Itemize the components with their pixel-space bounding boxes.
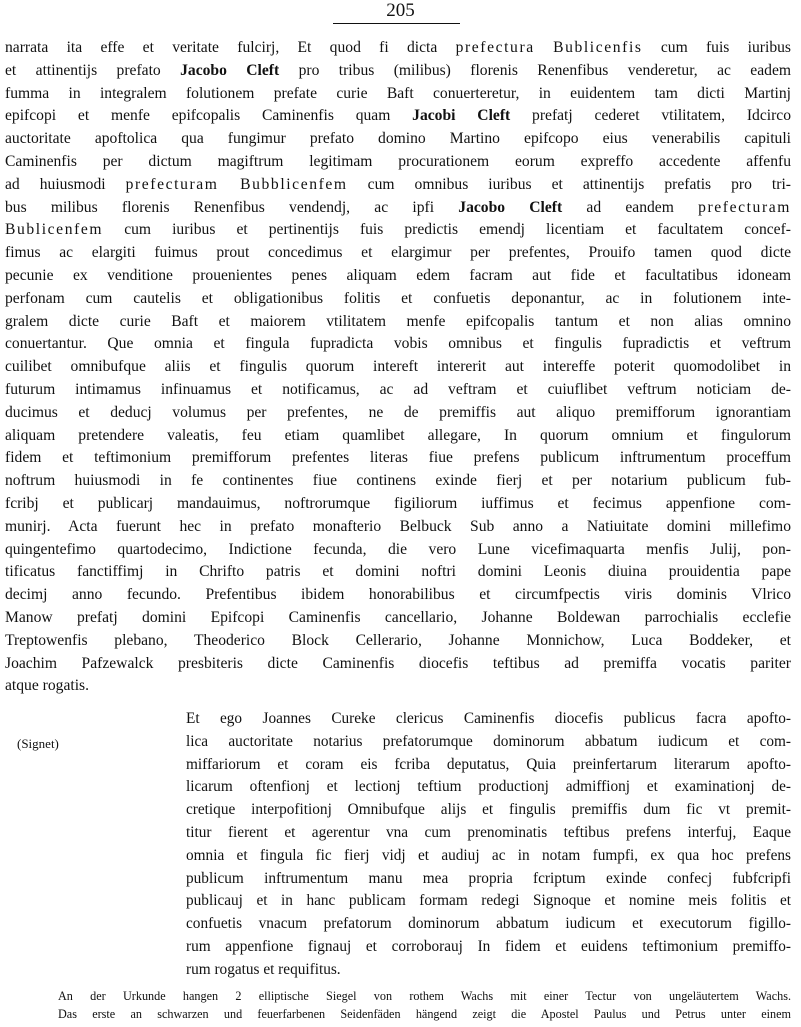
text-run: conuertantur. Que omnia et fingula fupradicta vobis omnibus et fingulis fupradictis et veftrum (5, 335, 791, 353)
attestation-line (186, 913, 791, 936)
text-run: bus milibus florenis Renenfibus vendendj, ac ipfi (5, 198, 459, 216)
text-line (5, 151, 791, 174)
text-line (5, 197, 791, 220)
text-run: decimj anno fecundo. Prefentibus ibidem honorabilibus et circumfpectis viris dominis Vlrico (5, 586, 791, 604)
text-line (5, 675, 791, 698)
text-run: prefatj cederet vtilitatem, Idcirco (510, 107, 791, 125)
text-run: cuilibet omnibufque aliis et fingulis quorum intereft intererit aut intereffe poterit quomodolibet in (5, 358, 791, 376)
text-run: noftrum huiusmodi in fe continentes fiue continens exinde fierj et per notarium publicum fub- (5, 472, 791, 490)
text-run: rum rogatus et requifitus. (186, 960, 341, 978)
text-run: publicum inftrumentum manu mea propria fcriptum exinde confecj fubfcripfi (186, 869, 791, 887)
attestation-line (186, 731, 791, 754)
text-run: quingentefimo quartodecimo, Indictione fecunda, die vero Lune vicefimaquarta menfis Julij, pon- (5, 540, 791, 558)
text-line (5, 311, 791, 334)
text-run: aliquam pretendere valeatis, feu etiam quamlibet allegare, In quorum omnium et fingulorum (5, 426, 791, 444)
signet-label: (Signet) (17, 736, 59, 751)
footnote-line: Das erste an schwarzen und feuerfarbenen Seidenfäden hängend zeigt die Apostel Paulus und Petrus unter einem (58, 1007, 791, 1021)
attestation-line (186, 822, 791, 845)
text-run: auctoritate apoftolica qua fungimur prefato domino Martino epifcopo eius venerabilis capituli (5, 130, 791, 148)
text-run: lica auctoritate notarius prefatorumque dominorum abbatum iudicum et com- (186, 732, 791, 750)
text-line (5, 174, 791, 197)
spaced-term: Bublicenfem (5, 221, 104, 239)
text-line (5, 379, 791, 402)
text-line (5, 242, 791, 265)
text-run: futurum intimamus infinuamus et notificamus, ac ad veftram et cuiuflibet veftrum noticiam de- (5, 380, 791, 398)
spaced-term: prefecturam Bubblicenfem (125, 175, 348, 193)
text-run: Manow prefatj domini Epifcopi Caminenfis cancellario, Johanne Boldewan parrochialis ecclefie (5, 608, 791, 626)
bold-name: Jacobo Cleft (458, 198, 563, 216)
text-run: titur fierent et agerentur vna cum prenominatis teftibus prefens interfuj, Eaque (186, 823, 791, 841)
text-run: narrata ita effe et veritate fulcirj, Et quod fi dicta (5, 39, 456, 56)
attestation-line (186, 868, 791, 891)
text-run: cum omnibus iuribus et attinentijs prefatis pro tri- (347, 175, 791, 193)
attestation-line (186, 754, 791, 777)
text-run: rum appenfione fignauj et corroborauj In fidem et euidens teftimonium premiffo- (186, 937, 791, 955)
text-run: fidem et teftimonium premifforum prefentes literas fiue prefens publicum inftrumentum proceffum (5, 449, 791, 467)
text-line (5, 333, 791, 356)
text-run: cretique interpofitionj Omnibufque alijs et fingulis premiffis dum fic vt premit- (186, 801, 791, 819)
text-run: cum fuis iuribus (642, 39, 791, 56)
text-run: confuetis vnacum prefatorum dominorum abbatum iudicum et executorum figillo- (186, 915, 791, 933)
text-line (5, 470, 791, 493)
text-run: licarum oftenfionj et lectionj teftium productionj admiffionj et examinationj de- (186, 778, 791, 796)
text-line (5, 447, 791, 470)
text-line (5, 105, 791, 128)
text-run: perfonam cum cautelis et obligationibus folitis et confuetis deponantur, ac in folutionem inte- (5, 289, 791, 307)
text-run: miffariorum et coram eis fcriba deputatus, Quia preinfertarum literarum apofto- (186, 755, 791, 773)
text-run: fimus ac elargiti fuimus prout concedimus et elargimur per prefentes, Prouifo tamen quod dicte (5, 244, 791, 262)
attestation-line (186, 708, 791, 731)
notary-attestation-paragraph (186, 708, 791, 982)
text-run: pro tribus (milibus) florenis Renenfibus venderetur, ac eadem (279, 61, 791, 79)
attestation-line (186, 799, 791, 822)
header-rule (333, 23, 460, 24)
text-run: epifcopi et menfe epifcopalis Caminenfis quam (5, 107, 413, 125)
text-line (5, 219, 791, 242)
spaced-term: Bublicenfis (553, 39, 643, 56)
text-line (5, 288, 791, 311)
text-run: omnia et fingula fic fierj vidj et audiuj ac in notam fumpfi, ex qua hoc prefens (186, 846, 791, 864)
text-run: et attinentijs prefato (5, 61, 181, 79)
footnote (58, 987, 791, 1023)
text-line (5, 60, 791, 83)
bold-name: Jacobi Cleft (412, 107, 511, 125)
text-line (5, 425, 791, 448)
text-line (5, 630, 791, 653)
text-line (5, 493, 791, 516)
attestation-line (186, 959, 791, 982)
text-line (5, 561, 791, 584)
text-line (5, 265, 791, 288)
text-run: ad huiusmodi (5, 175, 126, 193)
attestation-line (186, 845, 791, 868)
text-line (5, 128, 791, 151)
text-line (5, 402, 791, 425)
text-run: ad eandem (562, 198, 699, 216)
text-run: publicauj et in hanc publicam formam redegi Signoque et nomine meis folitis et (186, 892, 791, 910)
page-number: 205 (386, 0, 415, 21)
main-paragraph (5, 37, 791, 698)
text-line (5, 653, 791, 676)
text-line (5, 37, 791, 60)
text-run: ducimus et deducj volumus per prefentes, ne de premiffis aut aliquo premifforum ignorantiam (5, 403, 791, 421)
bold-name: Jacobo Cleft (180, 61, 280, 79)
text-line (5, 607, 791, 630)
text-line (5, 584, 791, 607)
spaced-term: prefecturam (698, 198, 791, 216)
spaced-term: prefectura (455, 39, 535, 56)
text-run: fcribj et publicarj mandauimus, noftrorumque figiliorum iuffimus et fecimus appenfione com- (5, 494, 791, 512)
text-run: munirj. Acta fuerunt hec in prefato monafterio Belbuck Sub anno a Natiuitate domini millefimo (5, 517, 791, 535)
text-run: pecunie ex venditione prouenientes penes aliquam edem facram aut fide et facultatibus idoneam (5, 266, 791, 284)
attestation-line (186, 776, 791, 799)
text-line (5, 83, 791, 106)
text-line (5, 356, 791, 379)
text-run (535, 39, 553, 56)
attestation-line (186, 890, 791, 913)
text-line (5, 516, 791, 539)
text-line (5, 539, 791, 562)
footnote-line: An der Urkunde hangen 2 elliptische Siegel von rothem Wachs mit einer Tectur von ungeläutertem Wachs. (58, 989, 791, 1003)
text-run: Joachim Pafzewalck presbiteris dicte Caminenfis diocefis teftibus ad premiffa vocatis pariter (5, 654, 791, 672)
text-run: Et ego Joannes Cureke clericus Caminenfis diocefis publicus facra apofto- (186, 710, 791, 727)
text-run: Caminenfis per dictum magiftrum legitimam procurationem eorum expreffo accedente affenfu (5, 152, 791, 170)
attestation-line (186, 936, 791, 959)
text-run: tificatus fanctiffimj in Chrifto patris et domini noftri domini Leonis diuina prouidentia pape (5, 563, 791, 581)
text-run: fumma in integralem folutionem prefate curie Baft conuerteretur, in euidentem tam dicti Martinj (5, 84, 791, 102)
text-run: gralem dicte curie Baft et maiorem vtilitatem menfe epifcopalis tantum et non alias omnino (5, 312, 791, 330)
text-run: atque rogatis. (5, 677, 90, 695)
text-run: cum iuribus et pertinentijs fuis predictis emendj licentiam et facultatem concef- (103, 221, 791, 239)
text-run: Treptowenfis plebano, Theoderico Block Cellerario, Johanne Monnichow, Luca Boddeker, et (5, 631, 791, 649)
